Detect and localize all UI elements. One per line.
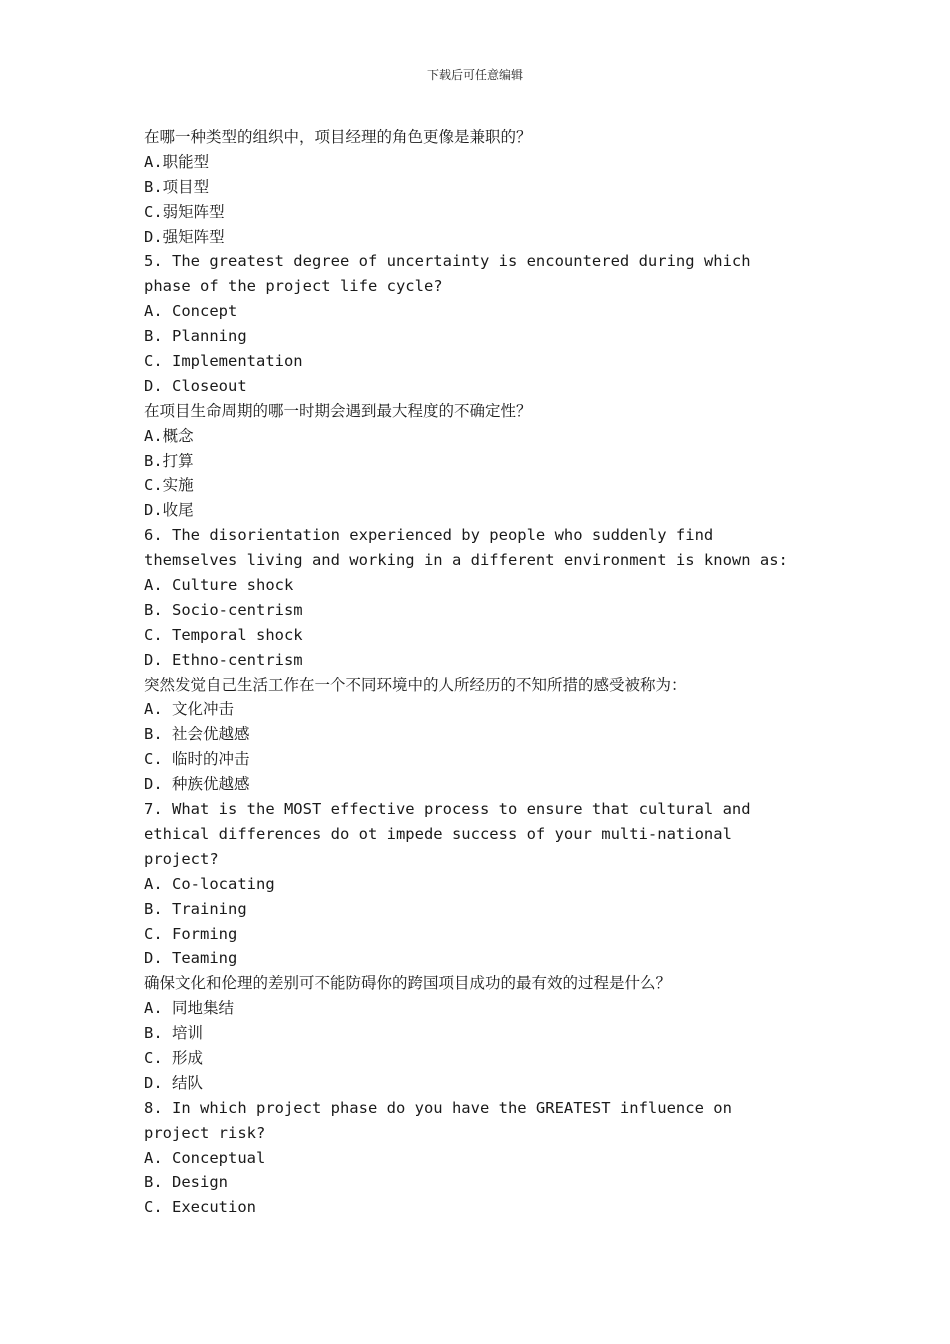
option-b: B. 社会优越感 [144,725,250,744]
question-4-text-zh: 在哪一种类型的组织中，项目经理的角色更像是兼职的？ [144,128,532,146]
option-c: C. 形成 [144,1048,203,1067]
question-6-text-zh: 突然发觉自己生活工作在一个不同环境中的人所经历的不知所措的感受被称为： [144,675,687,694]
question-5-text: 5. The greatest degree of uncertainty is encountered during which [144,252,751,271]
question-6-text: 6. The disorientation experienced by people who suddenly find [144,526,714,545]
question-5-text-zh: 在项目生命周期的哪一时期会遇到最大程度的不确定性？ [144,401,532,420]
option-c: C. Implementation [144,352,303,371]
option-a: A. 文化冲击 [144,700,234,719]
question-6-text-cont: themselves living and working in a different environment is known as: [144,551,788,570]
option-d: D.收尾 [144,501,194,520]
option-a: A. Concept [144,302,238,321]
option-d: D. 种族优越感 [144,775,250,794]
option-d: D. Closeout [144,376,247,395]
option-a: A.职能型 [144,152,210,171]
option-d: D. Teaming [144,949,238,968]
option-c: C.实施 [144,476,194,495]
option-a: A. Conceptual [144,1148,266,1167]
option-d: D. Ethno-centrism [144,650,303,669]
option-b: B. 培训 [144,1024,203,1043]
option-b: B. Planning [144,327,247,346]
option-a: A.概念 [144,426,194,445]
option-b: B. Training [144,899,247,918]
option-c: C. Forming [144,924,238,943]
question-8-text-cont: project risk? [144,1123,266,1142]
question-8-text: 8. In which project phase do you have the GREATEST influence on [144,1098,732,1117]
option-b: B.打算 [144,451,194,470]
option-b: B. Socio-centrism [144,600,303,619]
option-c: C. Temporal shock [144,625,303,644]
option-c: C. 临时的冲击 [144,750,250,769]
option-a: A. 同地集结 [144,999,234,1018]
option-d: D. 结队 [144,1073,203,1092]
option-c: C. Execution [144,1198,256,1217]
page-header: 下载后可任意编辑 [426,68,523,82]
option-a: A. Co-locating [144,874,275,893]
option-d: D.强矩阵型 [144,227,225,246]
question-7-text-cont: ethical differences do ot impede success of your multi-national [144,824,732,843]
option-b: B.项目型 [144,177,210,196]
option-b: B. Design [144,1173,228,1192]
question-5-text-cont: phase of the project life cycle? [144,277,443,296]
question-7-text-zh: 确保文化和伦理的差别可不能防碍你的跨国项目成功的最有效的过程是什么？ [144,974,672,993]
question-7-text-cont: project? [144,849,219,868]
option-c: C.弱矩阵型 [144,202,225,221]
document-body [144,125,824,1220]
question-7-text: 7. What is the MOST effective process to ensure that cultural and [144,800,751,819]
option-a: A. Culture shock [144,576,294,595]
